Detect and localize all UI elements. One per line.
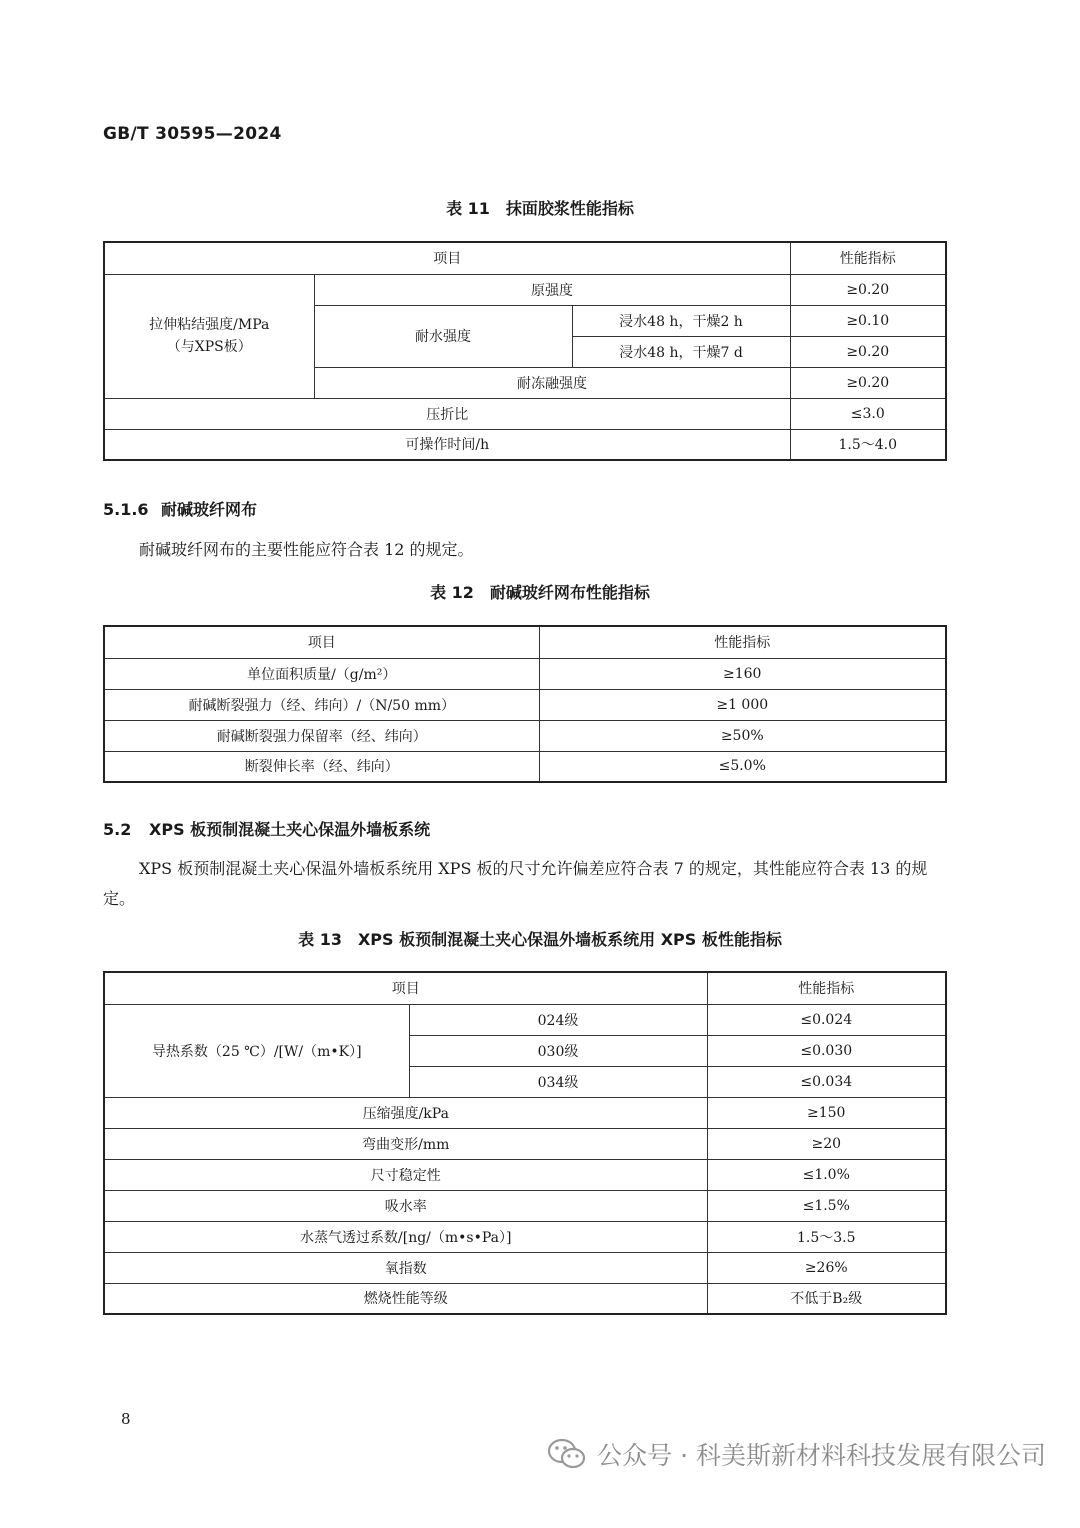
table-cell: 1.5～3.5 (707, 1221, 946, 1252)
table-cell: 1.5～4.0 (790, 429, 946, 460)
table-cell: 吸水率 (104, 1190, 707, 1221)
table-cell: ≤1.5% (707, 1190, 946, 1221)
table-row (104, 429, 946, 460)
table-row (104, 274, 946, 305)
table-cell: ≥50% (539, 720, 946, 751)
table-cell: ≤0.024 (707, 1004, 946, 1035)
table-row (104, 751, 946, 782)
section-paragraph: 耐碱玻纤网布的主要性能应符合表 12 的规定。 (139, 540, 474, 559)
table-cell: 可操作时间/h (104, 429, 790, 460)
table-cell: 燃烧性能等级 (104, 1283, 707, 1314)
table-cell: ≥1 000 (539, 689, 946, 720)
table-cell: 原强度 (314, 274, 790, 305)
table-row (104, 1004, 946, 1035)
standard-code: GB/T 30595—2024 (103, 124, 282, 144)
section-heading-5-2: 5.2 XPS 板预制混凝土夹心保温外墙板系统 (103, 820, 431, 839)
table-cell: 氧指数 (104, 1252, 707, 1283)
table-cell: ≤0.034 (707, 1066, 946, 1097)
table-13 (103, 971, 947, 1315)
table-cell: ≥26% (707, 1252, 946, 1283)
table-row (104, 626, 946, 658)
table-13-caption: 表 13 XPS 板预制混凝土夹心保温外墙板系统用 XPS 板性能指标 (298, 930, 782, 949)
table-cell: 压缩强度/kPa (104, 1097, 707, 1128)
table-row (104, 1097, 946, 1128)
table-row (104, 1159, 946, 1190)
table-cell: 断裂伸长率（经、纬向） (104, 751, 539, 782)
table-cell: 弯曲变形/mm (104, 1128, 707, 1159)
table-row (104, 689, 946, 720)
table-row (104, 658, 946, 689)
watermark-text: 公众号 · 科美斯新材料科技发展有限公司 (597, 1441, 1046, 1470)
table-cell: ≥0.10 (790, 305, 946, 336)
table-cell: 尺寸稳定性 (104, 1159, 707, 1190)
table-cell: 耐冻融强度 (314, 367, 790, 398)
table-cell: 压折比 (104, 398, 790, 429)
thermal-conductivity-label: 导热系数（25 ℃）/[W/（m•K）] (104, 1004, 409, 1097)
table-row (104, 1128, 946, 1159)
header-cell-item: 项目 (104, 626, 539, 658)
header-cell-index: 性能指标 (539, 626, 946, 658)
table-cell: 水蒸气透过系数/[ng/（m•s•Pa）] (104, 1221, 707, 1252)
header-cell-item: 项目 (104, 972, 707, 1004)
table-cell: 030级 (409, 1035, 707, 1066)
header-cell-item: 项目 (104, 242, 790, 274)
header-cell-index: 性能指标 (790, 242, 946, 274)
table-row (104, 972, 946, 1004)
table-cell: 024级 (409, 1004, 707, 1035)
table-cell: 单位面积质量/（g/m²） (104, 658, 539, 689)
section-paragraph: XPS 板预制混凝土夹心保温外墙板系统用 XPS 板的尺寸允许偏差应符合表 7 的规定，其性能应符合表 13 的规定。 (103, 859, 928, 908)
header-cell-index: 性能指标 (707, 972, 946, 1004)
table-cell: ≥0.20 (790, 367, 946, 398)
table-cell: ≥20 (707, 1128, 946, 1159)
table-11-caption: 表 11 抹面胶浆性能指标 (446, 199, 634, 218)
table-cell: ≤1.0% (707, 1159, 946, 1190)
table-row (104, 1283, 946, 1314)
table-row (104, 1252, 946, 1283)
page-number: 8 (121, 1410, 131, 1428)
table-row (104, 398, 946, 429)
table-cell: ≥150 (707, 1097, 946, 1128)
table-11 (103, 241, 947, 461)
table-row (104, 720, 946, 751)
table-cell: 浸水48 h，干燥2 h (572, 305, 790, 336)
table-row (104, 1221, 946, 1252)
table-cell: 耐碱断裂强力保留率（经、纬向） (104, 720, 539, 751)
wechat-icon (547, 1437, 587, 1471)
table-cell: 耐水强度 (314, 305, 572, 367)
table-cell: 浸水48 h，干燥7 d (572, 336, 790, 367)
watermark (547, 1436, 1046, 1472)
table-cell: ≤3.0 (790, 398, 946, 429)
table-cell: ≤0.030 (707, 1035, 946, 1066)
table-row (104, 1190, 946, 1221)
table-cell: ≥0.20 (790, 274, 946, 305)
tensile-bond-label: 拉伸粘结强度/MPa （与XPS板） (104, 274, 314, 398)
table-row (104, 242, 946, 274)
table-cell: ≥0.20 (790, 336, 946, 367)
table-cell: ≥160 (539, 658, 946, 689)
table-cell: 不低于B₂级 (707, 1283, 946, 1314)
table-cell: ≤5.0% (539, 751, 946, 782)
table-12 (103, 625, 947, 783)
table-cell: 034级 (409, 1066, 707, 1097)
section-heading-5-1-6: 5.1.6 耐碱玻纤网布 (103, 500, 258, 519)
table-cell: 耐碱断裂强力（经、纬向）/（N/50 mm） (104, 689, 539, 720)
table-12-caption: 表 12 耐碱玻纤网布性能指标 (430, 583, 650, 602)
